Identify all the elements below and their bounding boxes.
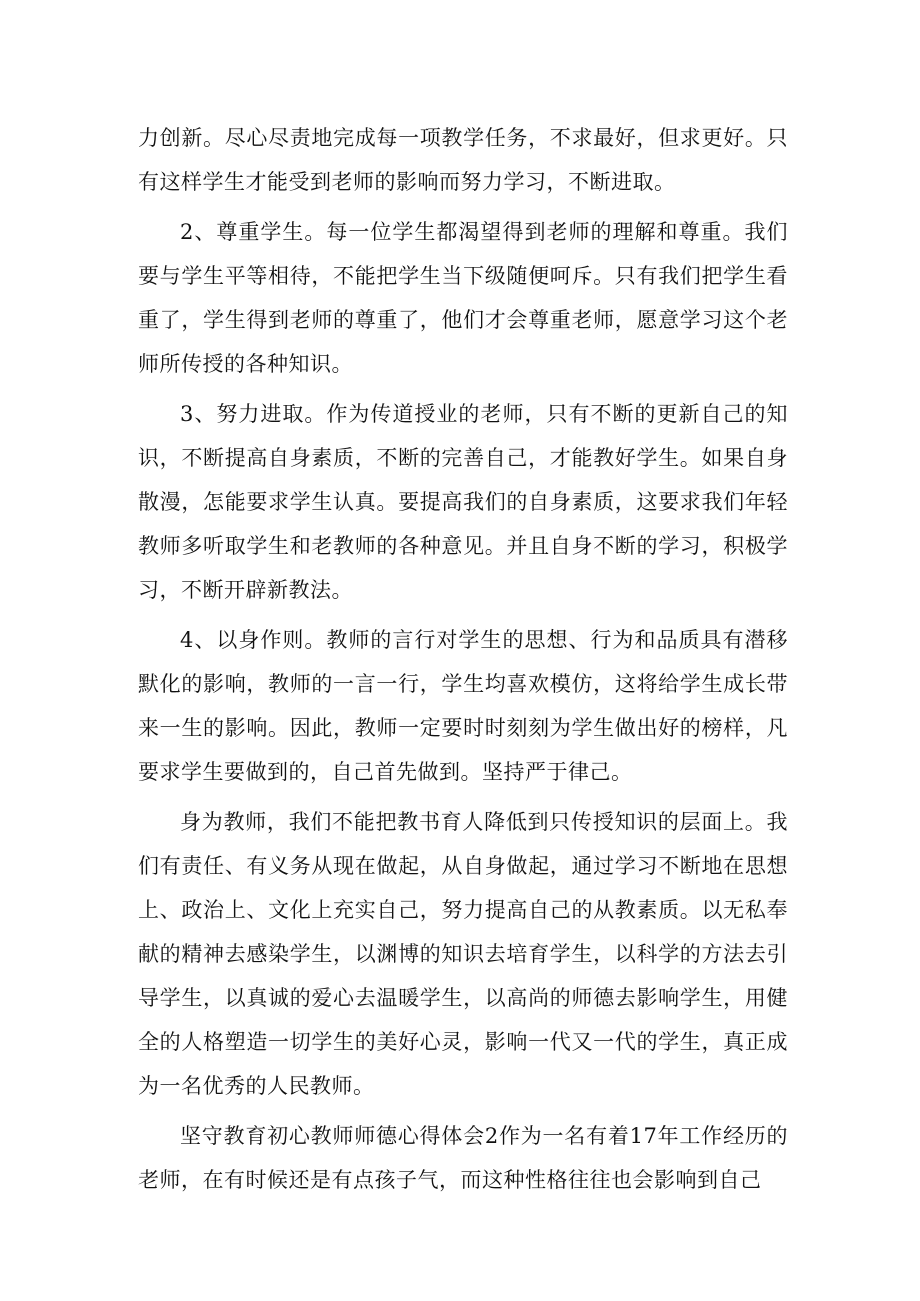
paragraph-as-teachers: 身为教师，我们不能把教书育人降低到只传授知识的层面上。我们有责任、有义务从现在做起，从自身做起，通过学习不断地在思想上、政治上、文化上充实自己，努力提高自己的从教素质。以无私奉献的精神去感染学生，以渊博的知识去培育学生，以科学的方法去引导学生，以真诚的爱心去温暖学生，以高尚的师德去影响学生，用健全的人格塑造一切学生的美好心灵，影响一代又一代的学生，真正成为一名优秀的人民教师。: [138, 810, 788, 1098]
paragraph-respect-students: 2、尊重学生。每一位学生都渴望得到老师的理解和尊重。我们要与学生平等相待，不能把学生当下级随便呵斥。只有我们把学生看重了，学生得到老师的尊重了，他们才会尊重老师，愿意学习这个老师所传授的各种知识。: [138, 220, 788, 376]
paragraph-second-essay-start: 坚守教育初心教师师德心得体会2作为一名有着17年工作经历的老师，在有时候还是有点孩子气，而这种性格往往也会影响到自己: [138, 1124, 788, 1192]
paragraph-lead-by-example: 4、以身作则。教师的言行对学生的思想、行为和品质具有潜移默化的影响，教师的一言一行，学生均喜欢模仿，这将给学生成长带来一生的影响。因此，教师一定要时时刻刻为学生做出好的榜样，凡要求学生要做到的，自己首先做到。坚持严于律己。: [138, 628, 788, 784]
document-body: [138, 116, 788, 1208]
paragraph-strive-progress: 3、努力进取。作为传道授业的老师，只有不断的更新自己的知识，不断提高自身素质，不断的完善自己，才能教好学生。如果自身散漫，怎能要求学生认真。要提高我们的自身素质，这要求我们年轻教师多听取学生和老教师的各种意见。并且自身不断的学习，积极学习，不断开辟新教法。: [138, 402, 788, 602]
paragraph-continuation: 力创新。尽心尽责地完成每一项教学任务，不求最好，但求更好。只有这样学生才能受到老师的影响而努力学习，不断进取。: [138, 126, 788, 194]
